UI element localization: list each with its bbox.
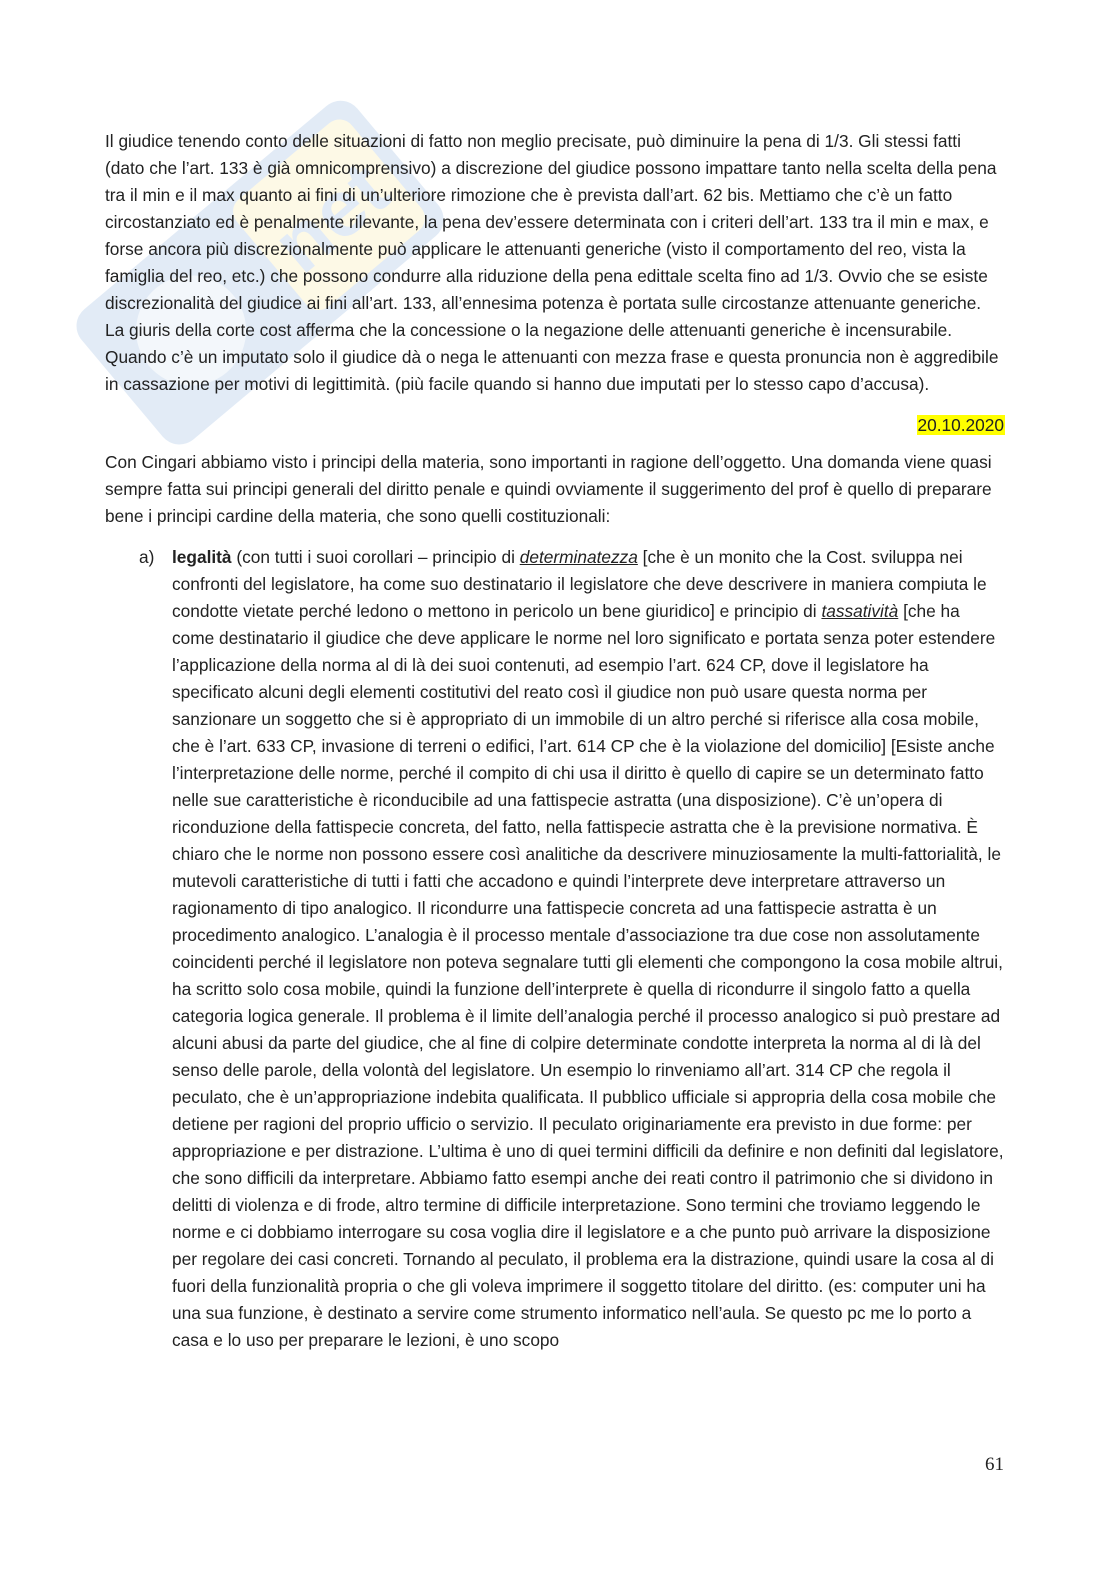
paragraph-principles: Con Cingari abbiamo visto i principi della materia, sono importanti in ragione dell’oggetto. Una domanda viene quasi sempre fatta sui principi generali del diritto penale e quindi ovviamente il suggerimento del prof è quello di preparare bene i principi cardine della materia, che sono quelli costituzionali: <box>105 452 992 526</box>
lecture-date: 20.10.2020 <box>917 415 1004 435</box>
paragraph-intro: Il giudice tenendo conto delle situazioni di fatto non meglio precisate, può diminuire la pena di 1/3. Gli stessi fatti (dato che l’art. 133 è già omnicomprensivo) a discrezione del giudice possono impattare tanto nella scelta della pena tra il min e il max quanto ai fini di un’ulteriore rimozione che è prevista dall’art. 62 bis. Mettiamo che c’è un fatto circostanziato ed è penalmente rilevante, la pena dev’essere determinata con i criteri dell’art. 133 tra il min e max, e forse ancora più discrezionalmente può applicare le attenuanti generiche (visto il comportamento del reo, vista la famiglia del reo, etc.) che possono condurre alla riduzione della pena edittale scelta fino ad 1/3. Ovvio che se esiste discrezionalità del giudice ai fini all’art. 133, all’ennesima potenza è portata sulle circostanze attenuante generiche. La giuris della corte cost afferma che la concessione o la negazione delle attenuanti generiche è incensurabile. Quando c’è un imputato solo il giudice dà o nega le attenuanti con mezza frase e questa pronuncia non è aggredibile in cassazione per motivi di legittimità. (più facile quando si hanno due imputati per lo stesso capo d’accusa). <box>105 131 999 394</box>
list-text-1: (con tutti i suoi corollari – principio di <box>231 547 520 567</box>
term-determinatezza: determinatezza <box>519 547 638 567</box>
list-text-2: [che è un monito che la Cost. sviluppa nei confronti del legislatore, ha come suo destinatario il legislatore che deve descrivere in maniera compiuta le condotte vietate perché ledono o mettono in pericolo un bene giuridico] e principio di <box>172 547 987 621</box>
date-row <box>105 412 1005 439</box>
term-legalita: legalità <box>172 547 232 567</box>
page-number: 61 <box>985 1454 1004 1475</box>
list-marker: a) <box>139 547 155 567</box>
list-text-3: [che ha come destinatario il giudice che deve applicare le norme nel loro significato e portata senza poter estendere l’applicazione della norma al di là dei suoi contenuti, ad esempio l’art. 624 CP, dove il legislatore ha specificato alcuni degli elementi costitutivi del reato così il giudice non può usare questa norma per sanzionare un soggetto che si è appropriato di un immobile di un altro perché si riferisce alla cosa mobile, che è l’art. 633 CP, invasione di terreni o edifici, l’art. 614 CP che è la violazione del domicilio] [Esiste anche l’interpretazione delle norme, perché il compito di chi usa il diritto è quello di capire se un determinato fatto nelle sue caratteristiche è riconducibile ad una fattispecie astratta (una disposizione). C’è un’opera di riconduzione della fattispecie concreta, del fatto, nella fattispecie astratta che è la previsione normativa. È chiaro che le norme non possono essere così analitiche da descrivere minuziosamente la multi-fattorialità, le mutevoli caratteristiche di tutti i fatti che accadono e quindi l’interprete deve interpretare attraverso un ragionamento di tipo analogico. Il ricondurre una fattispecie concreta ad una fattispecie astratta è un procedimento analogico. L’analogia è il processo mentale d’associazione tra due cose non assolutamente coincidenti perché il legislatore non poteva segnalare tutti gli elementi che compongono la cosa mobile altrui, ha scritto solo cosa mobile, quindi la funzione dell’interprete è quella di ricondurre il singolo fatto a quella categoria logica generale. Il problema è il limite dell’analogia perché il processo analogico si può prestare ad alcuni abusi da parte del giudice, che al fine di colpire determinate condotte interpreta la norma al di là del senso delle parole, della volontà del legislatore. Un esempio lo rinveniamo all’art. 314 CP che regola il peculato, che è un’appropriazione indebita qualificata. Il pubblico ufficiale si appropria della cosa mobile che detiene per ragioni del proprio ufficio o servizio. Il peculato originariamente era previsto in due forme: per appropriazione e per distrazione. L’ultima è uno di quei termini difficili da definire e non definiti dal legislatore, che sono difficili da interpretare. Abbiamo fatto esempi anche dei reati contro il patrimonio che si dividono in delitti di violenza e di frode, altro termine di difficile interpretazione. Sono termini che troviamo leggendo le norme e ci dobbiamo interrogare su cosa voglia dire il legislatore e a che punto può arrivare la disposizione per regolare dei casi concreti. Tornando al peculato, il problema era la distrazione, quindi usare la cosa al di fuori della funzionalità propria o che gli voleva imprimere il soggetto titolare del diritto. (es: computer uni ha una sua funzione, è destinato a servire come strumento informatico nell’aula. Se questo pc me lo porto a casa e lo uso per preparare le lezioni, è uno scopo <box>172 601 1004 1350</box>
document-page <box>105 128 1005 1354</box>
list-item-legalita <box>105 544 1005 1354</box>
watermark-text: net <box>256 144 406 290</box>
term-tassativita: tassatività <box>821 601 899 621</box>
